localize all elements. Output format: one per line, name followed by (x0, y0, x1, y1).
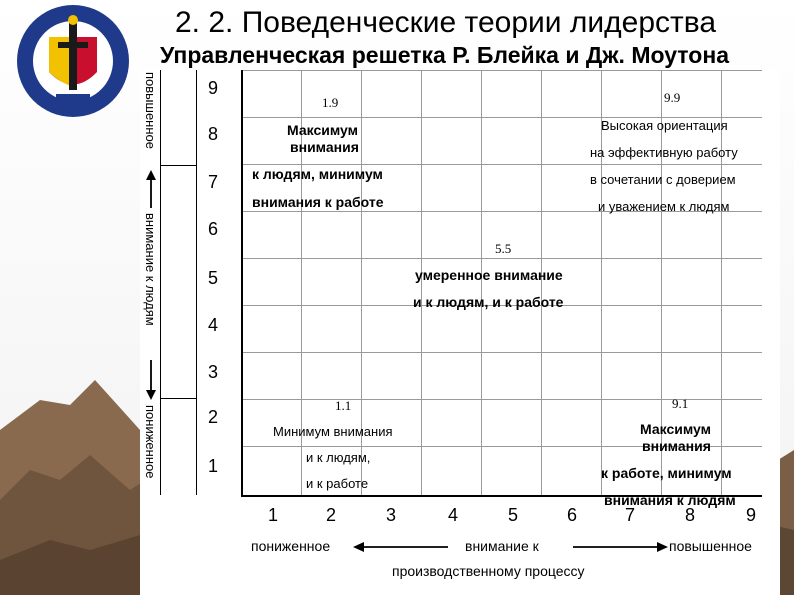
style-1-1-line3: и к работе (306, 476, 369, 491)
y-tick-9: 9 (207, 78, 218, 98)
style-1-9-line4: внимания к работе (252, 194, 384, 210)
style-1-1-code: 1.1 (335, 398, 352, 413)
grid-line-v (601, 70, 602, 495)
y-tick-7: 7 (207, 172, 218, 192)
style-9-9-line4: и уважением к людям (598, 199, 730, 214)
y-tick-3: 3 (207, 362, 218, 382)
style-5-5-code: 5.5 (495, 241, 512, 256)
page-title: 2. 2. Поведенческие теории лидерства (175, 6, 717, 39)
grid-line-h (241, 164, 762, 165)
style-9-9-line1: Высокая ориентация (601, 118, 728, 133)
x-tick-6: 6 (566, 505, 577, 525)
y-tick-2: 2 (207, 407, 218, 427)
page-subtitle: Управленческая решетка Р. Блейка и Дж. Моутона (160, 42, 730, 68)
style-9-1-line4: внимания к людям (604, 492, 736, 508)
style-1-9-line3: к людям, минимум (252, 166, 383, 182)
y-axis-divider-top (160, 165, 196, 166)
style-9-9-code: 9.9 (664, 90, 681, 105)
y-axis-inner-line (196, 70, 197, 495)
x-tick-8: 8 (684, 505, 695, 525)
style-1-9-line1: Максимум (287, 122, 358, 138)
y-tick-5: 5 (207, 268, 218, 288)
y-tick-4: 4 (207, 315, 218, 335)
grid-y-axis-line (241, 70, 243, 495)
x-tick-2: 2 (325, 505, 336, 525)
y-axis-top-label: повышенное (143, 72, 158, 149)
y-axis-divider-bottom (160, 398, 196, 399)
style-9-9-line3: в сочетании с доверием (590, 172, 736, 187)
x-tick-3: 3 (385, 505, 396, 525)
y-axis-outer-line (160, 70, 161, 495)
y-axis-bottom-label: пониженное (143, 405, 158, 479)
style-1-9-code: 1.9 (322, 95, 339, 110)
x-axis-left-label: пониженное (251, 538, 331, 554)
y-tick-1: 1 (207, 456, 218, 476)
x-tick-1: 1 (267, 505, 278, 525)
x-axis-center-label-line2: производственному процессу (392, 563, 585, 579)
style-1-1-line1: Минимум внимания (273, 424, 393, 439)
x-axis-right-label: повышенное (669, 538, 752, 554)
style-9-1-line1: Максимум (640, 421, 711, 437)
y-tick-6: 6 (207, 219, 218, 239)
grid-line-h (241, 258, 762, 259)
y-axis-middle-label: внимание к людям (143, 213, 158, 326)
x-tick-5: 5 (507, 505, 518, 525)
x-tick-9: 9 (745, 505, 756, 525)
style-9-9-line2: на эффективную работу (590, 145, 738, 160)
y-tick-8: 8 (207, 124, 218, 144)
grid-line-v (721, 70, 722, 495)
grid-line-h (241, 352, 762, 353)
style-5-5-line1: умеренное внимание (415, 267, 563, 283)
style-1-1-line2: и к людям, (306, 450, 371, 465)
x-axis-center-label-line1: внимание к (465, 538, 539, 554)
style-9-1-line2: внимания (642, 438, 711, 454)
style-9-1-code: 9.1 (672, 396, 689, 411)
x-tick-7: 7 (624, 505, 635, 525)
x-axis-double-arrow (353, 538, 668, 556)
y-axis-double-arrow (142, 170, 160, 400)
style-9-1-line3: к работе, минимум (601, 465, 732, 481)
x-tick-4: 4 (447, 505, 458, 525)
grid-line-h (241, 70, 762, 71)
style-1-9-line2: внимания (290, 139, 359, 155)
academy-emblem-logo (14, 2, 132, 120)
style-5-5-line2: и к людям, и к работе (413, 294, 564, 310)
